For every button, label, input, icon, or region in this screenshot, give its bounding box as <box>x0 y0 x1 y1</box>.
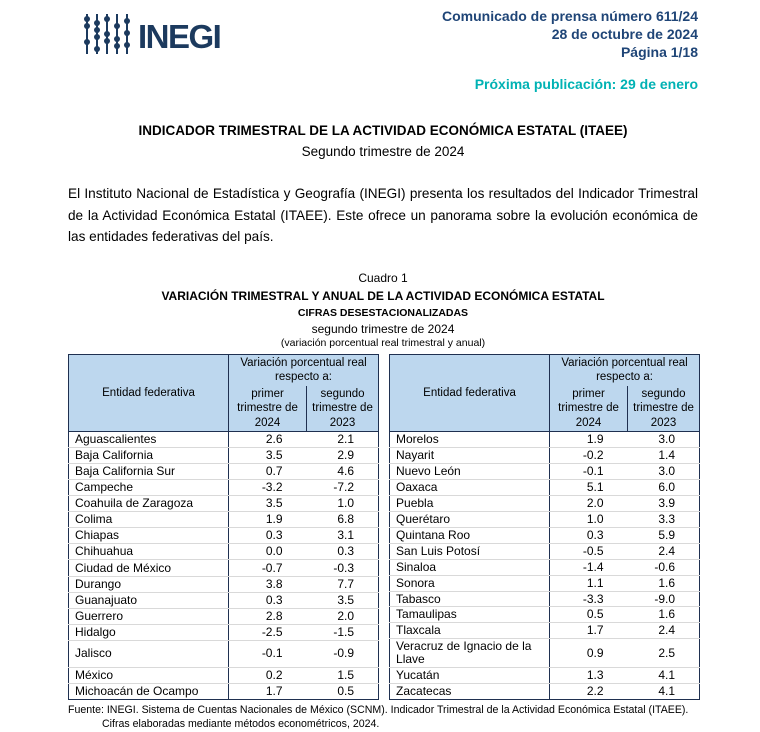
entity-name: Aguascalientes <box>69 431 229 447</box>
value-cell: -0.1 <box>550 463 628 479</box>
value-cell: 2.8 <box>229 608 307 624</box>
value-cell: 3.3 <box>628 511 700 527</box>
entity-name: Morelos <box>390 431 550 447</box>
table-body <box>390 431 700 699</box>
value-cell: 0.0 <box>229 544 307 560</box>
value-cell: 3.1 <box>307 528 379 544</box>
value-cell: 0.9 <box>550 639 628 668</box>
entity-name: Sonora <box>390 575 550 591</box>
value-cell: 5.1 <box>550 479 628 495</box>
entity-name: Nuevo León <box>390 463 550 479</box>
value-cell: 1.4 <box>628 447 700 463</box>
col-header-q1-2024: primer trimestre de 2024 <box>550 386 628 432</box>
table-row <box>390 527 700 543</box>
entity-name: Coahuila de Zaragoza <box>69 496 229 512</box>
value-cell: 3.9 <box>628 495 700 511</box>
entity-name: Tamaulipas <box>390 607 550 623</box>
entity-name: Quintana Roo <box>390 527 550 543</box>
table-row <box>390 639 700 668</box>
data-tables <box>68 354 698 700</box>
caption-title: VARIACIÓN TRIMESTRAL Y ANUAL DE LA ACTIVIDAD ECONÓMICA ESTATAL <box>161 288 605 303</box>
value-cell: 1.9 <box>550 431 628 447</box>
value-cell: 0.2 <box>229 667 307 683</box>
value-cell: 2.1 <box>307 431 379 447</box>
source-note <box>68 703 698 732</box>
value-cell: 2.5 <box>628 639 700 668</box>
caption-subtitle2: segundo trimestre de 2024 <box>311 321 455 336</box>
value-cell: 3.0 <box>628 463 700 479</box>
value-cell: 3.8 <box>229 576 307 592</box>
value-cell: 2.4 <box>628 543 700 559</box>
entity-name: Ciudad de México <box>69 560 229 576</box>
entity-name: Durango <box>69 576 229 592</box>
value-cell: 1.6 <box>628 575 700 591</box>
value-cell: 0.3 <box>550 527 628 543</box>
value-cell: 1.0 <box>307 496 379 512</box>
next-publication: Próxima publicación: 29 de enero <box>474 76 698 93</box>
value-cell: -3.2 <box>229 480 307 496</box>
value-cell: 2.0 <box>550 495 628 511</box>
value-cell: 1.3 <box>550 668 628 684</box>
value-cell: 6.8 <box>307 512 379 528</box>
table-row <box>69 431 379 447</box>
table-row <box>390 559 700 575</box>
value-cell: 5.9 <box>628 527 700 543</box>
col-header-q1-2024: primer trimestre de 2024 <box>229 386 307 432</box>
entity-name: San Luis Potosí <box>390 543 550 559</box>
entity-name: Yucatán <box>390 668 550 684</box>
value-cell: 1.1 <box>550 575 628 591</box>
col-header-q2-2023: segundo trimestre de 2023 <box>628 386 700 432</box>
value-cell: 1.9 <box>229 512 307 528</box>
table-row <box>69 464 379 480</box>
value-cell: -0.2 <box>550 447 628 463</box>
table-head <box>69 355 379 432</box>
table-row <box>390 591 700 607</box>
table-row <box>69 640 379 667</box>
value-cell: 0.5 <box>337 684 355 699</box>
value-cell: 0.3 <box>307 544 379 560</box>
value-cell: -0.6 <box>628 559 700 575</box>
table-row <box>390 607 700 623</box>
value-cell: 2.9 <box>307 448 379 464</box>
entity-name: Nayarit <box>390 447 550 463</box>
value-cell: -9.0 <box>628 591 700 607</box>
value-cell: 2.2 <box>586 684 604 699</box>
inegi-logo <box>84 12 220 61</box>
entity-name: Guanajuato <box>69 592 229 608</box>
table-row <box>69 624 379 640</box>
table-row <box>390 668 700 684</box>
value-cell: 2.6 <box>229 431 307 447</box>
value-cell: 3.5 <box>307 592 379 608</box>
value-cell: -0.7 <box>229 560 307 576</box>
entity-name: Tabasco <box>390 591 550 607</box>
value-cell: 1.7 <box>550 623 628 639</box>
col-header-respect: Variación porcentual real respecto a: <box>229 355 379 386</box>
table-row <box>69 512 379 528</box>
value-cell: 0.3 <box>229 528 307 544</box>
entity-name: México <box>69 667 229 683</box>
value-cell: 0.5 <box>550 607 628 623</box>
table-row <box>69 528 379 544</box>
table-row <box>69 684 379 700</box>
value-cell: -0.1 <box>229 640 307 667</box>
caption-cuadro: Cuadro 1 <box>358 271 408 286</box>
caption-note: (variación porcentual real trimestral y anual) <box>280 337 486 350</box>
inegi-logo-text: INEGI <box>138 18 221 55</box>
value-cell: 2.4 <box>628 623 700 639</box>
table-row <box>69 560 379 576</box>
title-line1: INDICADOR TRIMESTRAL DE LA ACTIVIDAD ECONÓMICA ESTATAL (ITAEE) <box>138 123 628 139</box>
page-header <box>68 8 698 61</box>
table-row <box>69 544 379 560</box>
entity-name: Colima <box>69 512 229 528</box>
value-cell: -1.5 <box>307 624 379 640</box>
entity-name: Oaxaca <box>390 479 550 495</box>
table-row <box>390 431 700 447</box>
value-cell: 1.0 <box>550 511 628 527</box>
value-cell: -1.4 <box>550 559 628 575</box>
entity-name: Jalisco <box>69 640 229 667</box>
abacus-icon <box>84 12 132 61</box>
col-header-respect: Variación porcentual real respecto a: <box>550 355 700 386</box>
value-cell: 1.5 <box>307 667 379 683</box>
entity-name: Michoacán de Ocampo <box>69 684 229 700</box>
entity-name: Campeche <box>69 480 229 496</box>
page-number: Página 1/18 <box>620 43 698 60</box>
entity-name: Puebla <box>390 495 550 511</box>
table-row <box>390 495 700 511</box>
table-row <box>390 463 700 479</box>
value-cell: -0.3 <box>307 560 379 576</box>
value-cell: 1.6 <box>628 607 700 623</box>
table-row <box>390 447 700 463</box>
value-cell: 4.1 <box>628 668 700 684</box>
col-header-q2-2023: segundo trimestre de 2023 <box>307 386 379 432</box>
release-number: Comunicado de prensa número 611/24 <box>442 8 698 24</box>
value-cell: -3.3 <box>550 591 628 607</box>
table-row <box>390 543 700 559</box>
table-row <box>390 684 700 700</box>
entity-name: Chiapas <box>69 528 229 544</box>
value-cell: 1.7 <box>265 684 283 699</box>
entity-name: Baja California Sur <box>69 464 229 480</box>
table-row <box>69 592 379 608</box>
value-cell: 0.7 <box>229 464 307 480</box>
entity-name: Sinaloa <box>390 559 550 575</box>
states-table-right <box>389 354 700 700</box>
value-cell: -0.9 <box>307 640 379 667</box>
value-cell: 4.6 <box>307 464 379 480</box>
table-head <box>390 355 700 432</box>
table-caption <box>68 271 698 351</box>
table-row <box>390 479 700 495</box>
source-line2: Cifras elaboradas mediante métodos econométricos, 2024. <box>102 718 380 731</box>
release-info <box>442 8 698 61</box>
value-cell: -7.2 <box>307 480 379 496</box>
value-cell: -0.5 <box>550 543 628 559</box>
release-date: 28 de octubre de 2024 <box>551 25 698 42</box>
entity-name: Guerrero <box>69 608 229 624</box>
table-row <box>69 667 379 683</box>
value-cell: 3.5 <box>229 496 307 512</box>
table-row <box>69 448 379 464</box>
entity-name: Chihuahua <box>69 544 229 560</box>
source-line1: Fuente: INEGI. Sistema de Cuentas Nacionales de México (SCNM). Indicador Trimestral de la Actividad Económica Estatal (ITAEE). <box>68 704 689 717</box>
value-cell: 7.7 <box>307 576 379 592</box>
value-cell: 3.5 <box>229 448 307 464</box>
value-cell: 6.0 <box>628 479 700 495</box>
entity-name: Tlaxcala <box>390 623 550 639</box>
entity-name: Querétaro <box>390 511 550 527</box>
value-cell: 0.3 <box>229 592 307 608</box>
table-row <box>69 480 379 496</box>
document-title <box>68 121 698 162</box>
table-row <box>69 496 379 512</box>
value-cell: -2.5 <box>229 624 307 640</box>
table-row <box>390 623 700 639</box>
entity-name: Zacatecas <box>390 684 550 700</box>
col-header-entity: Entidad federativa <box>390 355 550 432</box>
value-cell: 2.0 <box>307 608 379 624</box>
table-row <box>69 576 379 592</box>
entity-name: Baja California <box>69 448 229 464</box>
table-row <box>390 575 700 591</box>
title-line2: Segundo trimestre de 2024 <box>301 143 465 159</box>
entity-name: Veracruz de Ignacio de la Llave <box>390 639 550 668</box>
caption-subtitle1: CIFRAS DESESTACIONALIZADAS <box>297 307 469 320</box>
entity-name: Hidalgo <box>69 624 229 640</box>
table-row <box>390 511 700 527</box>
states-table-left <box>68 354 379 700</box>
intro-paragraph: El Instituto Nacional de Estadística y Geografía (INEGI) presenta los resultados del Indicador Trimestral de la Actividad Económica Estatal (ITAEE). Este ofrece un panorama sobre la evolución económica de las entidades federativas del país. <box>68 185 698 245</box>
table-row <box>69 608 379 624</box>
value-cell: 4.1 <box>658 684 676 699</box>
value-cell: 3.0 <box>628 431 700 447</box>
col-header-entity: Entidad federativa <box>69 355 229 432</box>
table-body <box>69 431 379 699</box>
